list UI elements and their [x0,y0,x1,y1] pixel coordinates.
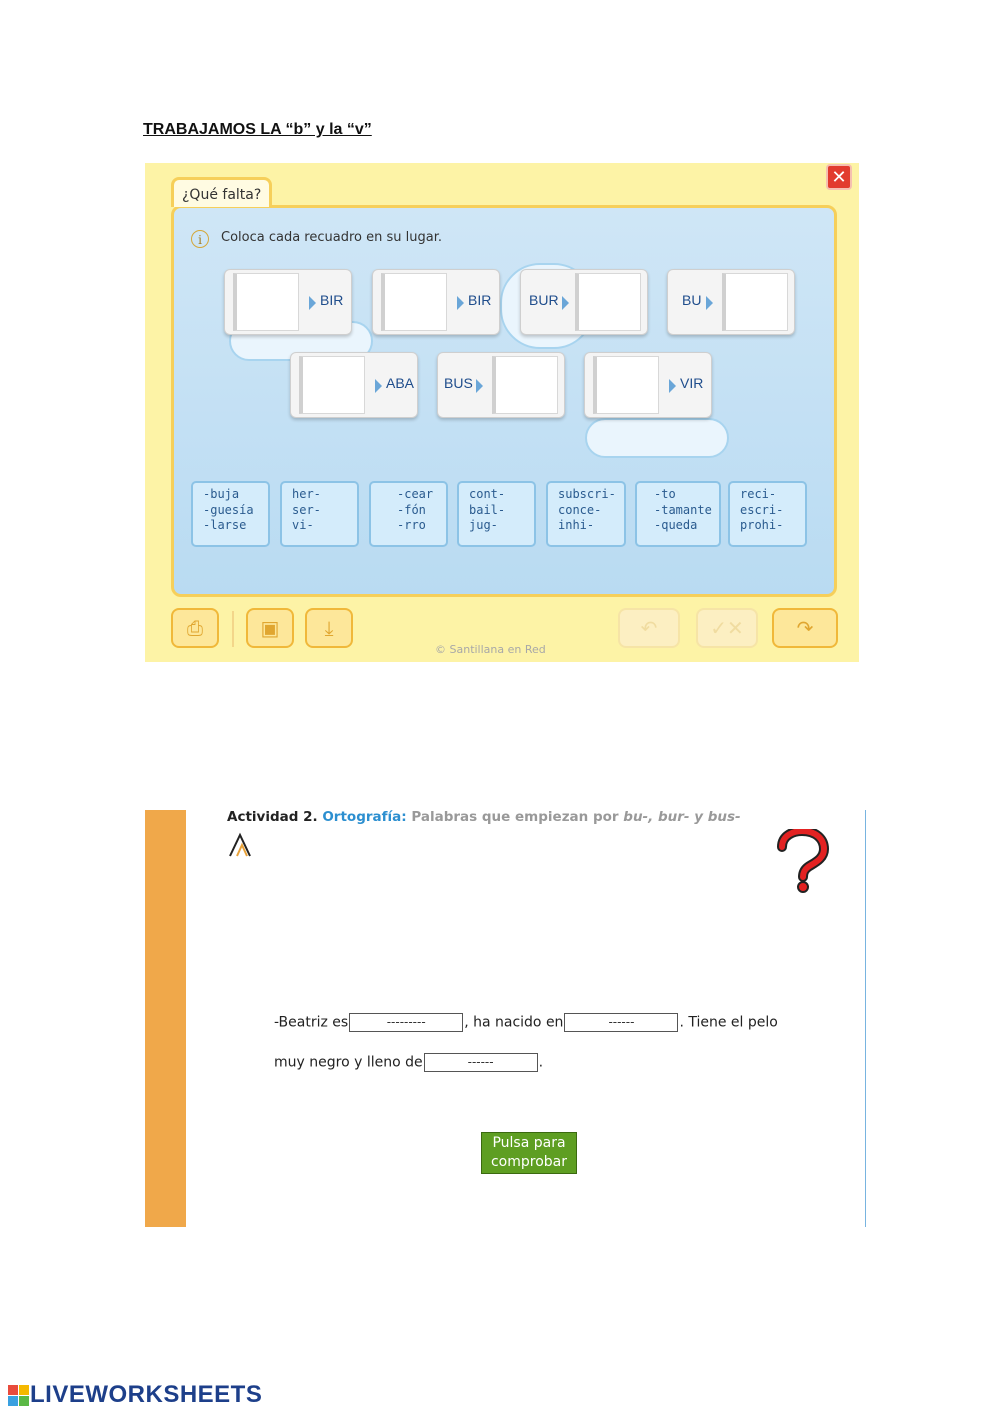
chip-line: -buja [203,487,240,501]
chip-line: -queda [654,518,698,532]
sentence-line-1 [274,1013,778,1032]
slot-label: ABA [386,375,415,391]
draggable-chip[interactable] [635,481,721,547]
chip-line: cont- [469,487,506,501]
word-slot[interactable] [437,352,565,418]
chip-line: subscri- [558,487,616,501]
chip-line: -rro [397,518,426,532]
drop-zone[interactable] [722,273,788,331]
chip-line: escri- [740,502,784,517]
activity2-number: Actividad 2. [227,809,318,825]
chip-line: her- [292,487,321,501]
toolbar-divider [232,611,234,647]
sentence-text: , ha nacido en [464,1014,564,1031]
arrow-right-icon [476,379,483,393]
chip-line: -fón [397,502,426,517]
arrow-right-icon [669,379,676,393]
chip-line: jug- [469,518,498,532]
arrow-right-icon [706,296,713,310]
slot-label: BUS [444,375,473,391]
slot-label: BU [682,292,702,308]
draggable-chip[interactable] [369,481,448,547]
slot-label: BUR [529,292,559,308]
back-button[interactable] [618,608,680,648]
activity2-topic: Palabras que empiezan por [411,809,619,825]
printer-icon: ⎙ [187,616,203,640]
cloud-decoration [585,418,729,458]
slot-label: VIR [680,375,704,391]
draggable-chip[interactable] [280,481,359,547]
chip-line: conce- [558,502,602,517]
draggable-chip[interactable] [728,481,807,547]
activity2-title [227,809,741,825]
answer-gap-3[interactable]: ------ [424,1053,538,1072]
floppy-disk-icon: ▣ [260,616,280,640]
arrow-right-icon [375,379,382,393]
print-button[interactable] [171,608,219,648]
draggable-chip[interactable] [191,481,270,547]
chip-line: ser- [292,502,321,517]
chip-line: -to [654,487,676,501]
save-button[interactable] [246,608,294,648]
copyright-text: © Santillana en Red [435,643,546,656]
document-title: TRABAJAMOS LA “b” y la “v” [143,121,372,138]
download-icon: ⤓ [324,616,334,640]
word-slot[interactable] [667,269,795,335]
word-slot[interactable] [372,269,500,335]
info-icon: i [191,230,209,248]
answer-gap-2[interactable]: ------ [564,1013,678,1032]
close-button[interactable]: ✕ [826,164,852,190]
check-cross-icon: ✓✕ [710,616,744,640]
draggable-chip[interactable] [457,481,536,547]
tab-que-falta[interactable]: ¿Qué falta? [171,177,272,207]
exit-button[interactable] [772,608,838,648]
drop-zone[interactable] [233,273,299,331]
word-slot[interactable] [290,352,418,418]
question-mark-icon [772,829,830,893]
download-button[interactable] [305,608,353,648]
chip-line: -cear [397,487,434,501]
slot-label: BIR [320,292,344,308]
draggable-chip[interactable] [546,481,626,547]
sentence-text: muy negro y lleno de [274,1054,423,1071]
drop-zone[interactable] [575,273,641,331]
word-slot[interactable] [520,269,648,335]
sidebar-bar [145,810,186,1227]
word-slot[interactable] [584,352,712,418]
check-button-label-line1: Pulsa para [492,1135,566,1151]
arrow-right-icon [309,296,316,310]
sentence-text: -Beatriz es [274,1014,349,1031]
sentence-text: . Tiene el pelo [679,1014,778,1031]
chip-line: inhi- [558,518,595,532]
chip-line: reci- [740,487,777,501]
arrow-right-icon [457,296,464,310]
chip-line: -tamante [654,502,712,517]
drop-zone[interactable] [492,356,558,414]
drop-zone[interactable] [299,356,365,414]
answer-gap-1[interactable]: --------- [349,1013,463,1032]
chip-line: bail- [469,502,506,517]
arrow-right-icon [562,296,569,310]
word-slot[interactable] [224,269,352,335]
letter-a-icon [228,832,254,858]
chip-line: prohi- [740,518,784,532]
brand-name: LIVEWORKSHEETS [30,1381,263,1408]
drop-zone[interactable] [381,273,447,331]
check-button[interactable] [481,1132,577,1174]
activity2-subject: Ortografía: [322,809,407,825]
right-border-line [865,810,866,1227]
drop-zone[interactable] [593,356,659,414]
sentence-text: . [538,1054,544,1071]
chip-line: vi- [292,518,314,532]
check-answers-button[interactable] [696,608,758,648]
instruction-text: Coloca cada recuadro en su lugar. [221,230,442,245]
back-arrow-icon: ↶ [640,616,658,640]
exit-arrow-icon: ↷ [796,616,814,640]
check-button-label-line2: comprobar [490,1154,568,1170]
liveworksheets-logo-icon [8,1383,30,1409]
sentence-line-2 [274,1053,543,1072]
activity2-prefixes: bu-, bur- y bus- [623,809,741,825]
activity-window [145,163,859,662]
slot-label: BIR [468,292,492,308]
chip-line: -larse [203,518,247,532]
chip-line: -guesía [203,502,254,517]
